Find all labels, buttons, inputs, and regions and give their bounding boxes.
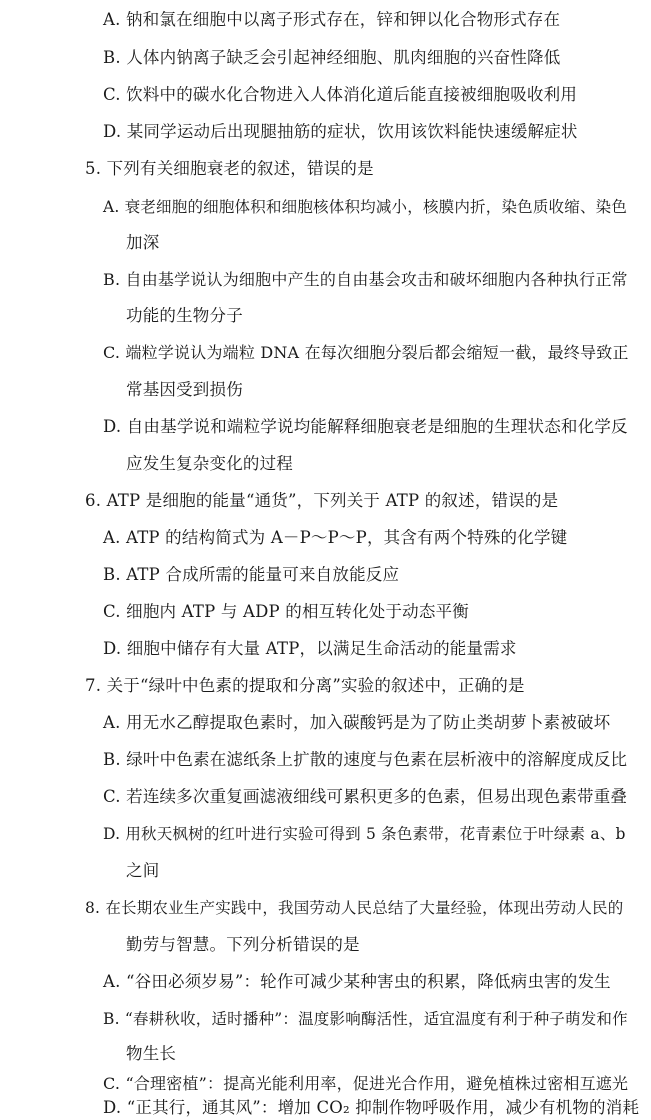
- q5-option-d: D. 自由基学说和端粒学说均能解释细胞衰老是细胞的生理状态和化学反: [103, 417, 628, 436]
- q5-option-c: C. 端粒学说认为端粒 DNA 在每次细胞分裂后都会缩短一截，最终导致正: [103, 343, 629, 362]
- q7-option-a: A. 用无水乙醇提取色素时，加入碳酸钙是为了防止类胡萝卜素被破坏: [103, 713, 611, 732]
- q5-option-a: A. 衰老细胞的细胞体积和细胞核体积均减小，核膜内折，染色质收缩、染色: [103, 198, 628, 216]
- q6-option-c: C. 细胞内 ATP 与 ADP 的相互转化处于动态平衡: [103, 602, 469, 621]
- q5-option-c-cont: 常基因受到损伤: [126, 380, 243, 399]
- q8-stem-cont: 勤劳与智慧。下列分析错误的是: [126, 935, 360, 954]
- q7-option-b: B. 绿叶中色素在滤纸条上扩散的速度与色素在层析液中的溶解度成反比: [103, 750, 628, 769]
- q5-option-a-cont: 加深: [126, 233, 160, 252]
- q4-option-d: D. 某同学运动后出现腿抽筋的症状，饮用该饮料能快速缓解症状: [103, 122, 578, 141]
- q4-option-a: A. 钠和氯在细胞中以离子形式存在，锌和钾以化合物形式存在: [103, 10, 561, 29]
- q8-option-d: D. “正其行，通其风”：增加 CO₂ 抑制作物呼吸作用，减少有机物的消耗: [103, 1098, 640, 1117]
- q8-option-b-cont: 物生长: [126, 1044, 177, 1063]
- q7-option-c: C. 若连续多次重复画滤液细线可累积更多的色素，但易出现色素带重叠: [103, 787, 628, 806]
- q4-option-c: C. 饮料中的碳水化合物进入人体消化道后能直接被细胞吸收利用: [103, 85, 578, 104]
- q5-option-b: B. 自由基学说认为细胞中产生的自由基会攻击和破坏细胞内各种执行正常: [103, 270, 628, 289]
- q6-option-d: D. 细胞中储存有大量 ATP，以满足生命活动的能量需求: [103, 639, 517, 658]
- q8-option-b: B. “春耕秋收，适时播种”：温度影响酶活性，适宜温度有利于种子萌发和作: [103, 1010, 628, 1028]
- q6-option-b: B. ATP 合成所需的能量可来自放能反应: [103, 565, 400, 584]
- q7-option-d-cont: 之间: [126, 861, 160, 880]
- q8-stem: 8. 在长期农业生产实践中，我国劳动人民总结了大量经验，体现出劳动人民的: [85, 899, 624, 917]
- q7-option-d: D. 用秋天枫树的红叶进行实验可得到 5 条色素带，花青素位于叶绿素 a、b: [103, 825, 626, 843]
- q5-option-d-cont: 应发生复杂变化的过程: [126, 454, 293, 473]
- q5-option-b-cont: 功能的生物分子: [126, 306, 243, 325]
- q6-stem: 6. ATP 是细胞的能量“通货”，下列关于 ATP 的叙述，错误的是: [85, 491, 559, 510]
- q8-option-c: C. “合理密植”：提高光能利用率，促进光合作用，避免植株过密相互遮光: [103, 1074, 629, 1093]
- q7-stem: 7. 关于“绿叶中色素的提取和分离”实验的叙述中，正确的是: [85, 676, 525, 695]
- q8-option-a: A. “谷田必须岁易”：轮作可减少某种害虫的积累，降低病虫害的发生: [103, 972, 611, 991]
- q5-stem: 5. 下列有关细胞衰老的叙述，错误的是: [85, 159, 374, 178]
- q4-option-b: B. 人体内钠离子缺乏会引起神经细胞、肌肉细胞的兴奋性降低: [103, 48, 561, 67]
- q6-option-a: A. ATP 的结构简式为 A－P～P～P，其含有两个特殊的化学键: [103, 528, 568, 547]
